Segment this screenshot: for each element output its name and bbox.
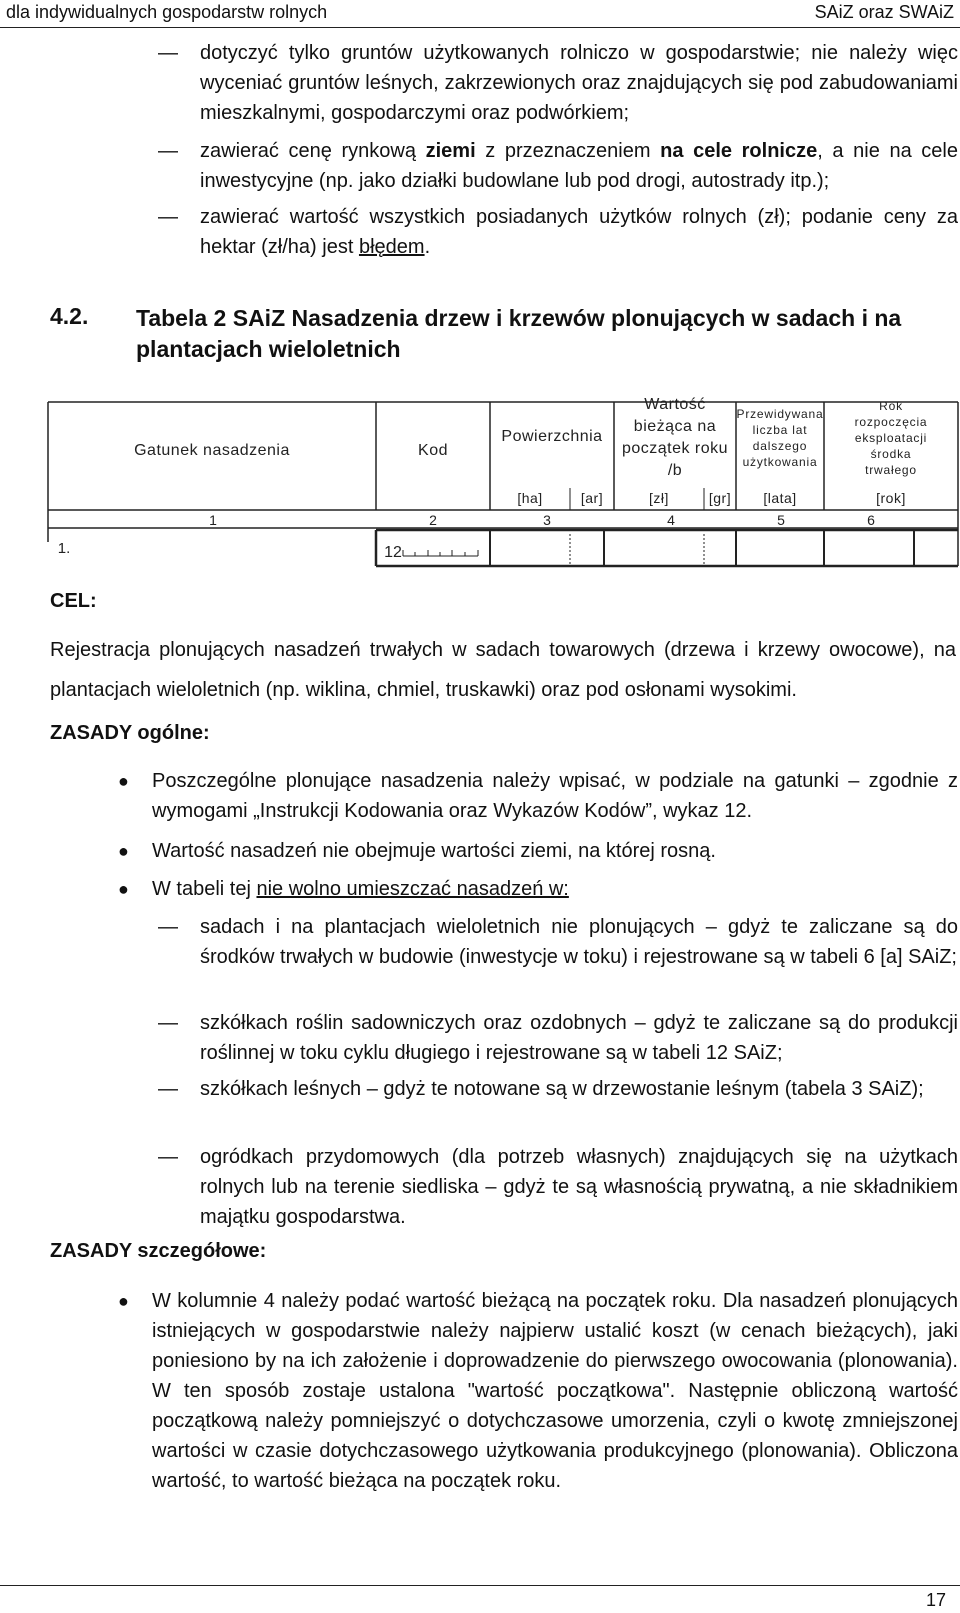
unit-gr: [gr] — [708, 490, 732, 506]
zasady-ogolne-label: ZASADY ogólne: — [50, 722, 210, 744]
column-number: 6 — [867, 512, 875, 528]
column-number: 2 — [429, 512, 437, 528]
bullet-text: W kolumnie 4 należy podać wartość bieżącą na początek roku. Dla nasadzeń plonujących istniejących w gospodarstwie należy najpierw ustalić koszt (w cenach bieżących), jaki poniesiono by na ich założenie i doprowadzenie do pierwszego owocowania (plonowania). W ten sposób zostaje ustalona "wartość początkowa". Następnie obliczoną wartość początkową należy pomniejszyć o dotychczasowe umorzenia, czyli o kwotę zmniejszonej wartości w czasie dotychczasowego użytkowania produkcyjnego (plonowania). Obliczona wartość, to wartość bieżąca na początek roku. — [152, 1290, 958, 1492]
header-powierzchnia: Powierzchnia — [501, 428, 603, 445]
dash-item-text: dotyczyć tylko gruntów użytkowanych rolniczo w gospodarstwie; nie należy więc wyceniać gruntów leśnych, zakrzewionych oraz znajdujących się pod zabudowaniami mieszkalnymi, gospodarczymi oraz podwórkiem; — [200, 42, 958, 124]
unit-lata: [lata] — [763, 490, 797, 506]
black-circle-bullet-icon: ● — [118, 879, 129, 899]
header-wartosc: Wartość bieżąca na początek roku /b — [621, 396, 729, 479]
dash-bullet-icon: — — [158, 1146, 178, 1168]
text-run: zawierać cenę rynkową — [200, 140, 426, 162]
header-left: dla indywidualnych gospodarstw rolnych — [6, 2, 328, 22]
row-label: 1. — [57, 540, 71, 557]
section-title: Tabela 2 SAiZ Nasadzenia drzew i krzewów plonujących w sadach i na plantacjach wieloletnich — [136, 305, 902, 362]
dash-item-text: szkółkach leśnych – gdyż te notowane są w drzewostanie leśnym (tabela 3 SAiZ); — [200, 1078, 924, 1100]
dash-item-text: szkółkach roślin sadowniczych oraz ozdobnych – gdyż te zaliczane są do produkcji roślinnej w toku cyklu długiego i rejestrowane są w tabeli 12 SAiZ; — [200, 1012, 958, 1064]
text-run: , a nie na cele inwestycyjne (np. jako działki budowlane lub pod drogi, autostrady itp.); — [200, 140, 958, 192]
text-run: . — [424, 236, 431, 258]
dash-bullet-icon: — — [158, 42, 178, 64]
bullet-text: Poszczególne plonujące nasadzenia należy wpisać, w podziale na gatunki – zgodnie z wymogami „Instrukcji Kodowania oraz Wykazów Kodów”, wykaz 12. — [152, 770, 958, 822]
header-kod: Kod — [418, 442, 448, 459]
column-number: 3 — [543, 512, 551, 528]
running-header — [0, 0, 960, 28]
black-circle-bullet-icon: ● — [118, 1291, 129, 1311]
bullet-text: Wartość nasadzeń nie obejmuje wartości ziemi, na której rosną. — [152, 840, 716, 862]
page-number: 17 — [925, 1590, 946, 1610]
unit-zl: [zł] — [649, 490, 669, 506]
dash-item-text: sadach i na plantacjach wieloletnich nie plonujących – gdyż te zaliczane są do środków trwałych w budowie (inwestycje w toku) i rejestrowane są w tabeli 6 [a] SAiZ; — [200, 916, 958, 968]
underlined-run: nie wolno umieszczać nasadzeń w: — [256, 878, 569, 900]
footer-rule — [0, 1585, 960, 1586]
cel-text: Rejestracja plonujących nasadzeń trwałych w sadach towarowych (drzewa i krzewy owocowe), na plantacjach wieloletnich (np. wiklina, chmiel, truskawki) oraz pod osłonami wysokimi. — [50, 639, 956, 701]
dash-item-text — [200, 136, 958, 196]
form-table — [48, 396, 958, 586]
black-circle-bullet-icon: ● — [118, 771, 129, 791]
header-right: SAiZ oraz SWAiZ — [814, 2, 954, 22]
section-number: 4.2. — [50, 303, 89, 329]
text-run: W tabeli tej — [152, 878, 257, 900]
dash-bullet-icon: — — [158, 1012, 178, 1034]
black-circle-bullet-icon: ● — [118, 841, 129, 861]
column-number: 1 — [209, 512, 217, 528]
dash-bullet-icon: — — [158, 1078, 178, 1100]
dash-item-text — [200, 202, 958, 262]
zasady-szczegolowe-label: ZASADY szczegółowe: — [50, 1240, 267, 1262]
dash-item-text: ogródkach przydomowych (dla potrzeb własnych) znajdujących się na użytkach rolnych lub na terenie siedliska – gdyż te są własnością prywatną, a nie składnikiem majątku gospodarstwa. — [200, 1146, 958, 1228]
column-number: 5 — [777, 512, 785, 528]
code-prefix: 12 — [384, 544, 402, 561]
dash-bullet-icon: — — [158, 916, 178, 938]
dash-bullet-icon: — — [158, 206, 178, 228]
column-number: 4 — [667, 512, 675, 528]
bullet-text — [152, 874, 958, 904]
bold-run: ziemi — [425, 140, 476, 162]
bold-run: na cele rolnicze — [660, 140, 818, 162]
text-run: z przeznaczeniem — [475, 140, 661, 162]
header-rok: Rok rozpoczęcia eksploatacji środka trwałego — [854, 399, 928, 477]
unit-rok: [rok] — [876, 490, 906, 506]
header-przewidywana: Przewidywana liczba lat dalszego użytkowania — [736, 407, 824, 469]
underlined-run: błędem — [358, 236, 425, 258]
cel-label: CEL: — [50, 590, 97, 612]
dash-bullet-icon: — — [158, 140, 178, 162]
unit-ar: [ar] — [580, 490, 604, 506]
header-gatunek: Gatunek nasadzenia — [134, 442, 290, 459]
text-run: zawierać wartość wszystkich posiadanych użytków rolnych (zł); podanie ceny za hektar (zł/ha) jest — [200, 206, 958, 258]
unit-ha: [ha] — [517, 490, 543, 506]
